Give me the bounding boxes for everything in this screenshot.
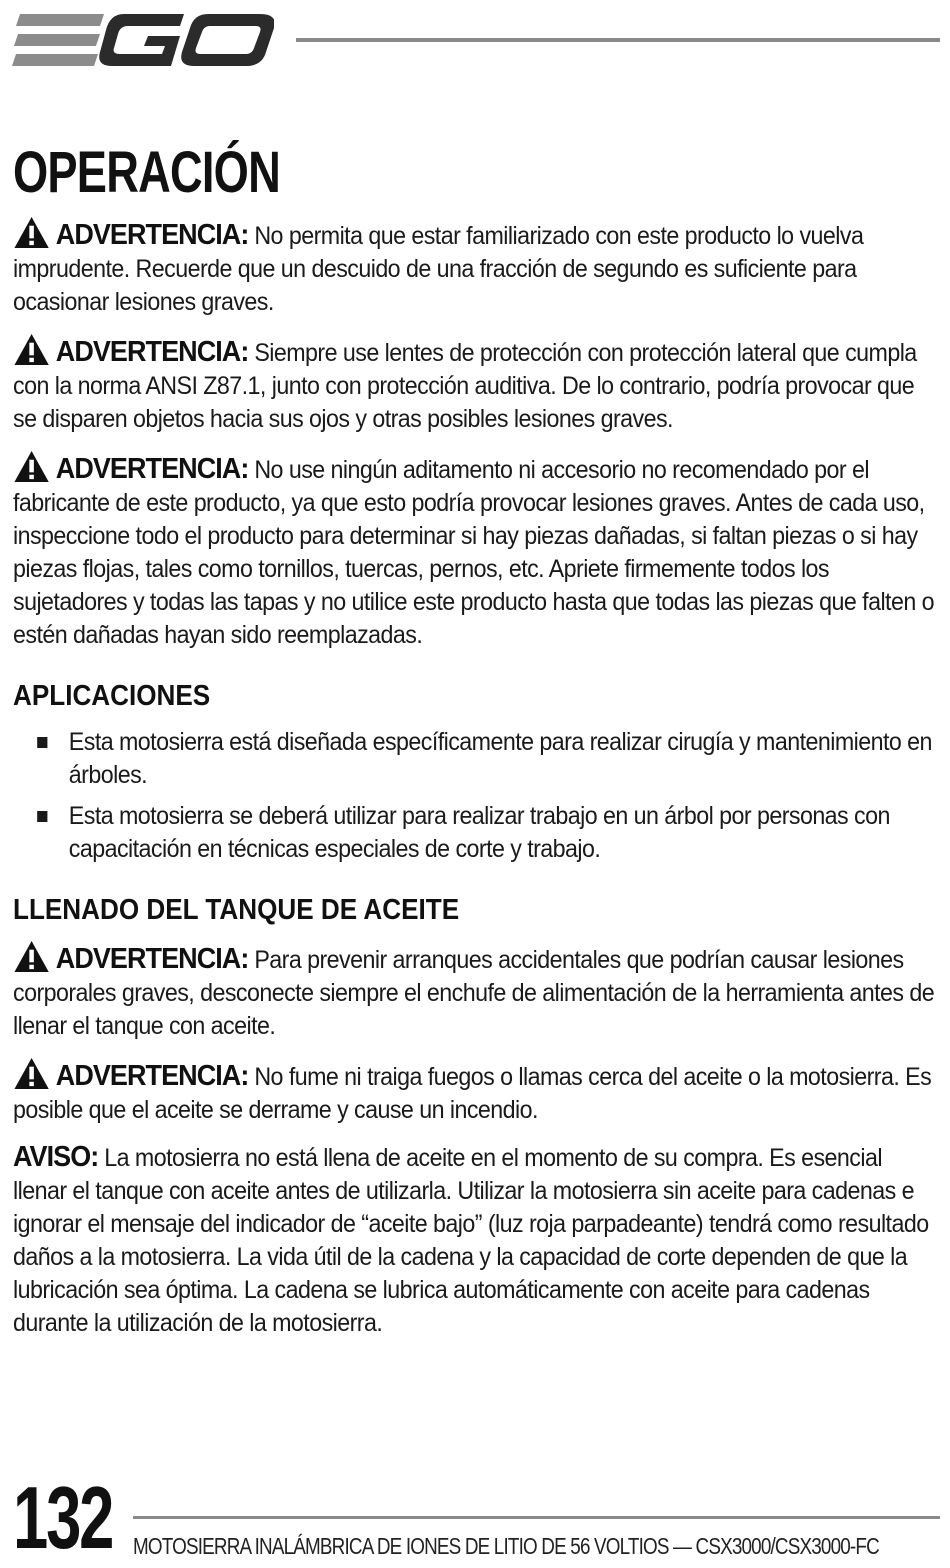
warning-paragraph bbox=[13, 216, 936, 319]
list-item-text: Esta motosierra se deberá utilizar para realizar trabajo en un árbol por personas con capacitación en técnicas especiales de corte y trabajo. bbox=[68, 802, 890, 863]
warning-paragraph bbox=[13, 940, 936, 1043]
warning-text: Para prevenir arranques accidentales que podrían causar lesiones corporales graves, desconecte siempre el enchufe de alimentación de la herramienta antes de llenar el tanque con aceite. bbox=[13, 946, 935, 1040]
notice-paragraph bbox=[13, 1141, 936, 1340]
warning-triangle-icon bbox=[13, 216, 50, 249]
warning-triangle-icon bbox=[13, 450, 50, 483]
list-item bbox=[13, 726, 934, 792]
warning-text: No fume ni traiga fuegos o llamas cerca del aceite o la motosierra. Es posible que el aceite se derrame y cause un incendio. bbox=[13, 1063, 932, 1124]
ego-logo bbox=[12, 10, 274, 70]
warning-label: ADVERTENCIA: bbox=[55, 453, 249, 485]
warning-triangle-icon bbox=[13, 1057, 50, 1090]
warning-label: ADVERTENCIA: bbox=[55, 219, 249, 251]
warning-label: ADVERTENCIA: bbox=[55, 943, 249, 975]
page-number: 132 bbox=[13, 1468, 113, 1567]
warning-label: ADVERTENCIA: bbox=[55, 336, 249, 368]
warning-triangle-icon bbox=[13, 333, 50, 366]
notice-text: La motosierra no está llena de aceite en el momento de su compra. Es esencial llenar el tanque con aceite antes de utilizarla. Utilizar la motosierra sin aceite para cadenas e ignorar el mensaje del indicador de “aceite bajo” (luz roja parpadeante) tendrá como resultado daños a la motosierra. La vida útil de la cadena y la capacidad de corte dependen de que la lubricación sea óptima. La cadena se lubrica automáticamente con aceite para cadenas durante la utilización de la motosierra. bbox=[13, 1144, 929, 1337]
footer-rule bbox=[133, 1516, 940, 1519]
square-bullet-icon bbox=[37, 737, 47, 748]
warning-text: No use ningún aditamento ni accesorio no recomendado por el fabricante de este producto, ya que esto podría provocar lesiones graves. Antes de cada uso, inspeccione todo el producto para determinar si hay piezas dañadas, si faltan piezas o si hay piezas flojas, tales como tornillos, tuercas, pernos, etc. Apriete firmemente todos los sujetadores y todas las tapas y no utilice este producto hasta que todas las piezas que falten o estén dañadas hayan sido reemplazadas. bbox=[13, 456, 934, 649]
warning-label: ADVERTENCIA: bbox=[55, 1060, 249, 1092]
section-heading-aplicaciones: APLICACIONES bbox=[13, 680, 211, 712]
warning-text: Siempre use lentes de protección con protección lateral que cumpla con la norma ANSI Z87.1, junto con protección auditiva. De lo contrario, podría provocar que se disparen objetos hacia sus ojos y otras posibles lesiones graves. bbox=[13, 339, 917, 433]
list-item-text: Esta motosierra está diseñada específicamente para realizar cirugía y mantenimiento en árboles. bbox=[68, 728, 932, 789]
warning-paragraph bbox=[13, 1057, 936, 1127]
list-item bbox=[13, 800, 934, 866]
main-content bbox=[13, 216, 935, 1354]
aplicaciones-list bbox=[13, 726, 935, 866]
warning-paragraph bbox=[13, 450, 936, 652]
warning-text: No permita que estar familiarizado con este producto lo vuelva imprudente. Recuerde que un descuido de una fracción de segundo es suficiente para ocasionar lesiones graves. bbox=[13, 222, 864, 316]
page-title: OPERACIÓN bbox=[13, 140, 280, 205]
footer-title: MOTOSIERRA INALÁMBRICA DE IONES DE LITIO DE 56 VOLTIOS — CSX3000/CSX3000-FC bbox=[133, 1533, 879, 1559]
header-rule bbox=[296, 38, 940, 42]
section-heading-llenado: LLENADO DEL TANQUE DE ACEITE bbox=[13, 894, 460, 926]
warning-triangle-icon bbox=[13, 940, 50, 973]
warning-paragraph bbox=[13, 333, 936, 436]
square-bullet-icon bbox=[37, 811, 47, 822]
notice-label: AVISO: bbox=[13, 1141, 99, 1173]
